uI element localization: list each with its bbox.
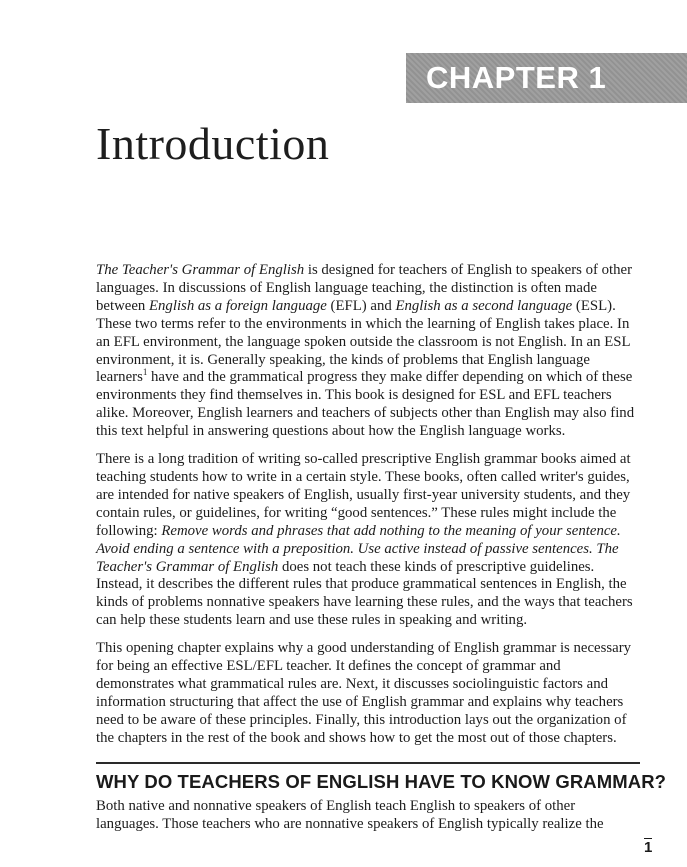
- section-divider: [96, 762, 640, 764]
- text-run: have and the grammatical progress they make differ depending on which of these environments they find themselves in. This book is designed for ESL and EFL teachers alike. Moreover, English learners and teachers of subjects other than English may also find this text helpful in answering questions about how the English language works.: [96, 369, 635, 440]
- text-run: (EFL) and: [326, 297, 396, 314]
- chapter-title: Introduction: [96, 118, 330, 169]
- footnote-marker: 1: [142, 367, 148, 378]
- example-rules-italic: Remove words and phrases that add nothing to the meaning of your sentence. Avoid ending a sentence with a preposition. Use active instead of passive sentences.: [96, 522, 621, 557]
- section-text: [96, 798, 639, 844]
- intro-paragraph-3: This opening chapter explains why a good understanding of English grammar is necessary for being an effective ESL/EFL teacher. It defines the concept of grammar and demonstrates what grammatical rules are. Next, it discusses sociolinguistic factors and information structuring that affect the use of English grammar and explains why teachers need to be aware of these principles. Finally, this introduction lays out the organization of the chapters in the rest of the book and shows how to get the most out of those chapters.: [96, 640, 632, 746]
- text-run: (ESL). These two terms refer to the environments in which the learning of English takes place. In an EFL environment, the language spoken outside the classroom is not English. In an ESL environment, it is. Generally speaking, the kinds of problems that English language learners: [96, 297, 630, 386]
- text-run: There is a long tradition of writing so-called prescriptive English grammar books aimed at teaching students how to write in a certain style. These books, often called writer's guides, are intended for native speakers of English, usually first-year university students, and they contain rules, or guidelines, for writing “good sentences.” These rules might include the following:: [96, 451, 631, 539]
- efl-term: English as a foreign language: [149, 297, 327, 314]
- section-paragraph-1: Both native and nonnative speakers of English teach English to speakers of other languages. Those teachers who are nonnative speakers of English typically realize the: [96, 798, 604, 832]
- intro-paragraph-1: [96, 262, 639, 441]
- book-title-italic: The Teacher's Grammar of English: [96, 262, 305, 278]
- book-title-italic: The Teacher's Grammar of English: [96, 540, 619, 575]
- intro-text: [96, 262, 639, 758]
- intro-paragraph-2: [96, 451, 639, 630]
- section-heading: WHY DO TEACHERS OF ENGLISH HAVE TO KNOW GRAMMAR?: [96, 771, 667, 792]
- chapter-label: CHAPTER 1: [406, 53, 687, 103]
- page-number: 1: [644, 839, 653, 856]
- esl-term: English as a second language: [395, 297, 573, 314]
- text-run: does not teach these kinds of prescriptive guidelines. Instead, it describes the different rules that produce grammatical sentences in English, the kinds of problems nonnative speakers have learning these rules, and the ways that teachers can help these students learn and use these rules in speaking and writing.: [96, 558, 633, 629]
- text-run: is designed for teachers of English to speakers of other languages. In discussions of English language teaching, the distinction is often made between: [96, 262, 633, 314]
